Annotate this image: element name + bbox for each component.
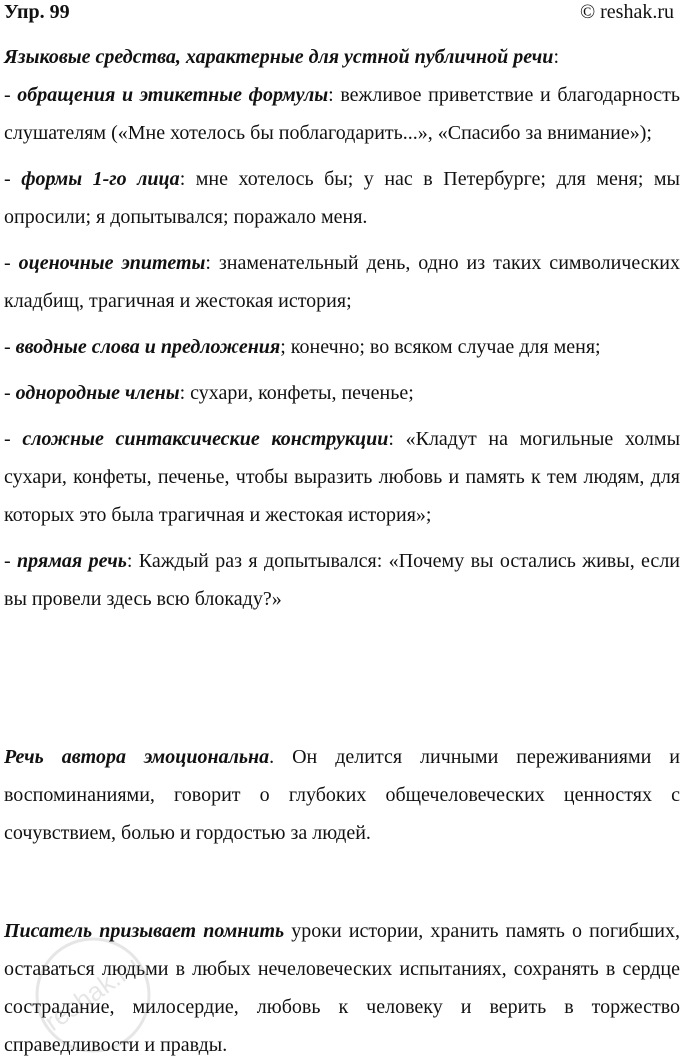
emotional-paragraph <box>4 738 680 852</box>
site-credit: © reshak.ru <box>579 1 674 23</box>
call-paragraph <box>4 912 680 1064</box>
item-text: : Каждый раз я допытывался: «Почему вы остались живы, если вы провели здесь всю блокаду?» <box>4 550 680 610</box>
intro-line <box>4 38 559 76</box>
item-text: ; конечно; во всяком случае для меня; <box>280 336 601 358</box>
list-section <box>4 76 680 618</box>
item-dash: - <box>4 550 18 572</box>
list-item <box>4 420 680 534</box>
list-item <box>4 244 680 320</box>
item-dash: - <box>4 168 22 190</box>
item-dash: - <box>4 252 19 274</box>
paragraph <box>4 738 680 852</box>
intro-colon: : <box>553 46 559 68</box>
list-item <box>4 76 680 152</box>
item-term: обращения и этикетные формулы <box>17 84 329 106</box>
item-term: прямая речь <box>17 550 127 572</box>
paragraph-term: Писатель призывает помнить <box>4 920 285 942</box>
item-text: : вежливое приветствие и благодарность слушателям («Мне хотелось бы поблагодарить...», «Спасибо за внимание»); <box>4 84 680 144</box>
watermark-text: reshak.ru <box>38 949 145 1037</box>
list-item <box>4 328 680 366</box>
exercise-title: Упр. 99 <box>4 1 70 23</box>
item-term: вводные слова и предложения <box>15 336 281 358</box>
paragraph-term: Речь автора эмоциональна <box>4 746 270 768</box>
list-item <box>4 542 680 618</box>
item-dash: - <box>4 428 23 450</box>
paragraph-text: уроки истории, хранить память о погибших, оставаться людьми в любых нечеловеческих испытаниях, сохранять в сердце сострадание, милосердие, любовь к человеку и верить в торжество справедливости и правды. <box>4 920 681 1056</box>
intro-heading: Языковые средства, характерные для устной публичной речи <box>4 46 554 68</box>
item-term: оценочные эпитеты <box>18 252 206 274</box>
paragraph-text: . Он делится личными переживаниями и воспоминаниями, говорит о глубоких общечеловеческих ценностях с сочувствием, болью и гордостью за людей. <box>4 746 681 844</box>
paragraph <box>4 912 680 1064</box>
item-dash: - <box>4 382 16 404</box>
item-text: : «Кладут на могильные холмы сухари, конфеты, печенье, чтобы выразить любовь и память к тем людям, для которых это была трагичная и жестокая история»; <box>4 428 681 526</box>
list-item <box>4 374 680 412</box>
item-text: : мне хотелось бы; у нас в Петербурге; для меня; мы опросили; я допытывался; поражало меня. <box>4 168 680 228</box>
item-dash: - <box>4 84 18 106</box>
item-text: : сухари, конфеты, печенье; <box>179 382 414 404</box>
item-term: однородные члены <box>15 382 180 404</box>
list-item <box>4 160 680 236</box>
item-text: : знаменательный день, одно из таких символических кладбищ, трагичная и жестокая история; <box>4 252 681 312</box>
item-term: сложные синтаксические конструкции <box>22 428 389 450</box>
item-dash: - <box>4 336 16 358</box>
page-header <box>4 0 674 26</box>
item-term: формы 1-го лица <box>21 168 180 190</box>
